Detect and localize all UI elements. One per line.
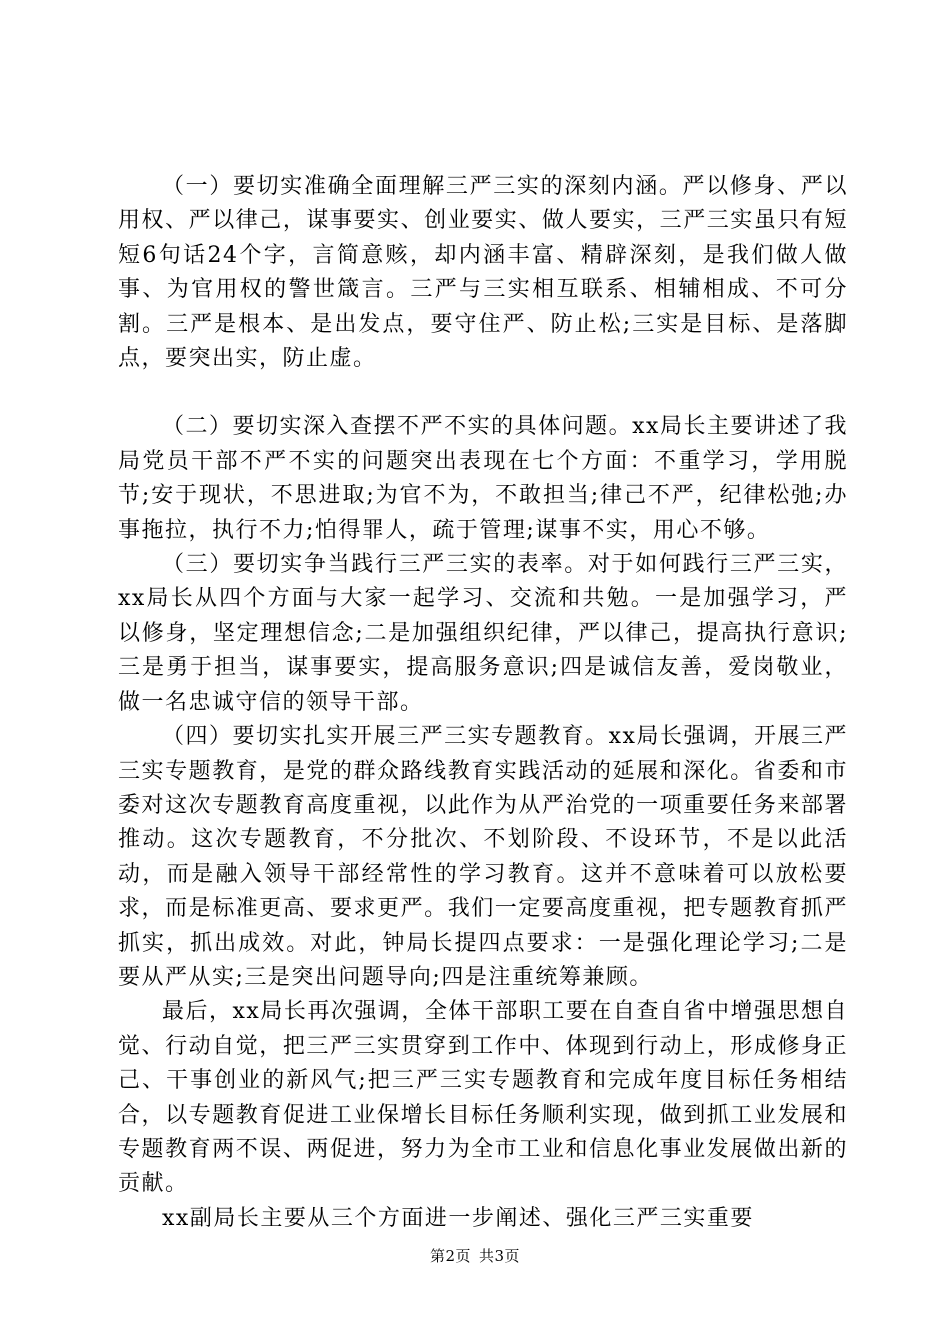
page-footer xyxy=(0,1246,950,1266)
paragraph-3: （三）要切实争当践行三严三实的表率。对于如何践行三严三实，xx局长从四个方面与大家一起学习、交流和共勉。一是加强学习，严以修身，坚定理想信念;二是加强组织纪律，严以律己，提高执行意识;三是勇于担当，谋事要实，提高服务意识;四是诚信友善，爱岗敬业，做一名忠诚守信的领导干部。 xyxy=(118,552,848,715)
paragraph-4: （四）要切实扎实开展三严三实专题教育。xx局长强调，开展三严三实专题教育，是党的群众路线教育实践活动的延展和深化。省委和市委对这次专题教育高度重视，以此作为从严治党的一项重要任务来部署推动。这次专题教育，不分批次、不划阶段、不设环节，不是以此活动，而是融入领导干部经常性的学习教育。这并不意味着可以放松要求，而是标准更高、要求更严。我们一定要高度重视，把专题教育抓严抓实，抓出成效。对此，钟局长提四点要求：一是强化理论学习;二是要从严从实;三是突出问题导向;四是注重统筹兼顾。 xyxy=(118,724,848,990)
document-body xyxy=(118,170,848,1236)
paragraph-5: 最后，xx局长再次强调，全体干部职工要在自查自省中增强思想自觉、行动自觉，把三严三实贯穿到工作中、体现到行动上，形成修身正己、干事创业的新风气;把三严三实专题教育和完成年度目标任务相结合，以专题教育促进工业保增长目标任务顺利实现，做到抓工业发展和专题教育两不误、两促进，努力为全市工业和信息化事业发展做出新的贡献。 xyxy=(118,999,848,1197)
page-total: 共3页 xyxy=(479,1247,521,1265)
paragraph-1: （一）要切实准确全面理解三严三实的深刻内涵。严以修身、严以用权、严以律己，谋事要实、创业要实、做人要实，三严三实虽只有短短6句话24个字，言简意赅，却内涵丰富、精辟深刻，是我们做人做事、为官用权的警世箴言。三严与三实相互联系、相辅相成、不可分割。三严是根本、是出发点，要守住严、防止松;三实是目标、是落脚点，要突出实，防止虚。 xyxy=(118,174,848,372)
paragraph-2: （二）要切实深入查摆不严不实的具体问题。xx局长主要讲述了我局党员干部不严不实的问题突出表现在七个方面：不重学习，学用脱节;安于现状，不思进取;为官不为，不敢担当;律己不严，纪律松弛;办事拖拉，执行不力;怕得罪人，疏于管理;谋事不实，用心不够。 xyxy=(118,414,848,543)
page-number: 第2页 xyxy=(429,1247,471,1265)
paragraph-6: xx副局长主要从三个方面进一步阐述、强化三严三实重要 xyxy=(162,1205,754,1231)
